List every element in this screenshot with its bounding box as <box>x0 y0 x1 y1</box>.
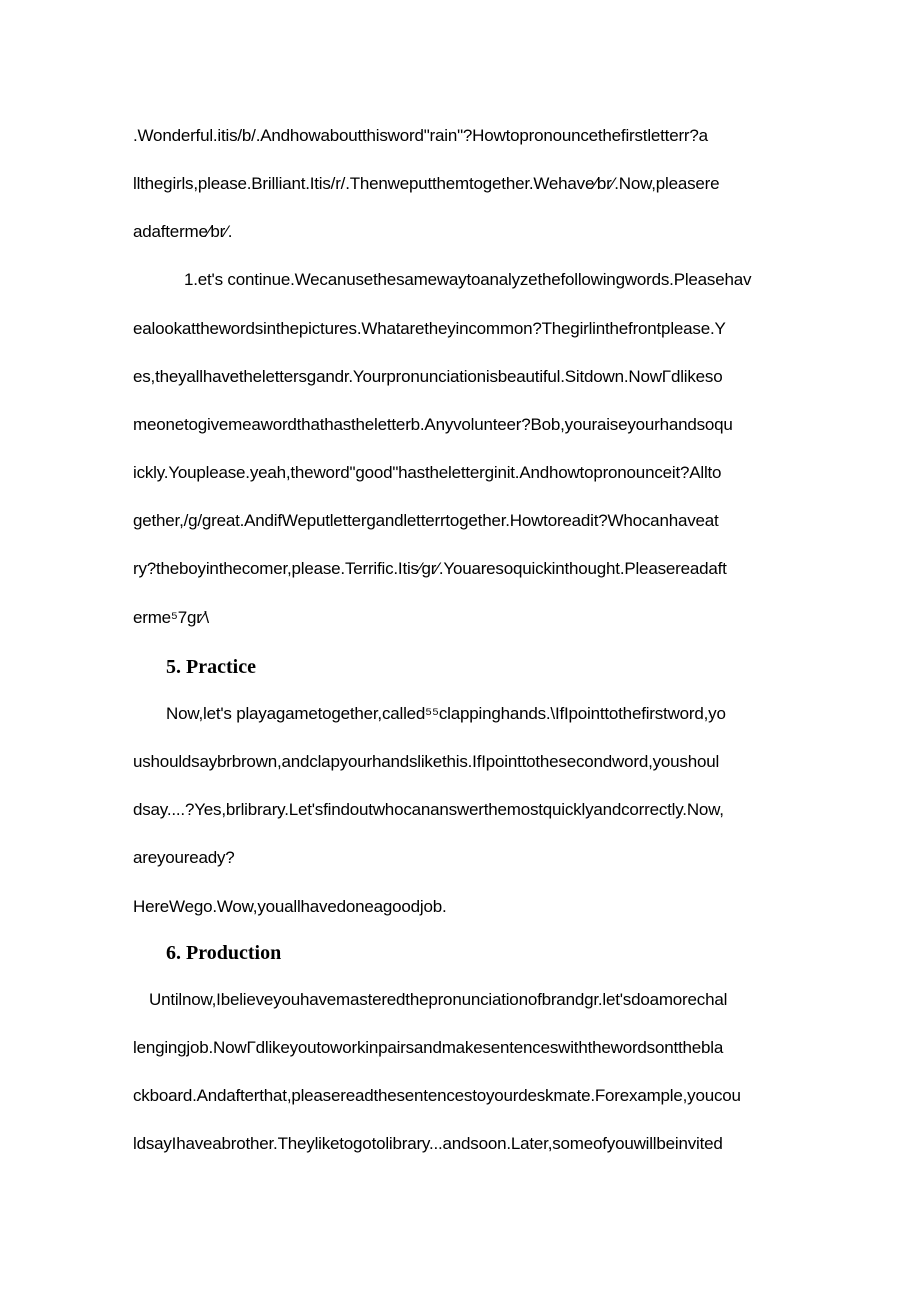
text-line: 1.et's continue.Wecanusethesamewaytoanalyzethefollowingwords.Pleasehav <box>184 270 752 289</box>
text-line: ealookatthewordsinthepictures.Whataretheyincommon?Thegirlinthefrontplease.Y <box>133 319 726 338</box>
text-line: meonetogivemeawordthathastheletterb.Anyvolunteer?Bob,youraiseyourhandsoqu <box>133 415 733 434</box>
text-line: ldsayIhaveabrother.Theyliketogotolibrary...andsoon.Later,someofyouwillbeinvited <box>133 1134 723 1153</box>
text-line: ushouldsaybrbrown,andclapyourhandslikethis.IfIpointtothesecondword,youshoul <box>133 752 720 771</box>
section-heading-practice: 5. Practice <box>166 656 256 678</box>
text-line: .Wonderful.itis/b/.Andhowaboutthisword"rain"?Howtopronouncethefirstletterr?a <box>133 126 708 145</box>
text-line: es,theyallhavethelettersgandr.Yourpronunciationisbeautiful.Sitdown.NowΓdlikeso <box>133 367 723 386</box>
text-line: gether,/g/great.AndifWeputlettergandletterrtogether.Howtoreadit?Whocanhaveat <box>133 511 719 530</box>
text-line: ry?theboyinthecomer,please.Terrific.Itis⁄gr⁄.Youaresoquickinthought.Pleasereadaft <box>133 559 727 578</box>
text-line: llthegirls,please.Brilliant.Itis/r/.Thenweputthemtogether.Wehave⁄br⁄.Now,pleasere <box>133 174 720 193</box>
section-heading-production: 6. Production <box>166 942 282 964</box>
text-line: Untilnow,Ibelieveyouhavemasteredthepronunciationofbrandgr.let'sdoamorechal <box>149 990 728 1009</box>
text-line: lengingjob.NowΓdlikeyoutoworkinpairsandmakesentenceswiththewordsontthebla <box>133 1038 724 1057</box>
text-line: Now,let's playagametogether,called⁵⁵clappinghands.\IfIpointtothefirstword,yo <box>166 704 726 723</box>
text-line: dsay....?Yes,brlibrary.Let'sfindoutwhocananswerthemostquicklyandcorrectly.Now, <box>133 800 724 819</box>
text-line: erme⁵7gr⁄\ <box>133 608 209 627</box>
text-line: ickly.Youplease.yeah,theword"good"hastheletterginit.Andhowtopronounceit?Allto <box>133 463 722 482</box>
text-line: HereWego.Wow,youallhavedoneagoodjob. <box>133 897 447 916</box>
text-line: adafterme⁄br⁄. <box>133 222 233 241</box>
text-line: ckboard.Andafterthat,pleasereadthesentencestoyourdeskmate.Forexample,youcou <box>133 1086 741 1105</box>
text-line: areyouready? <box>133 848 235 867</box>
